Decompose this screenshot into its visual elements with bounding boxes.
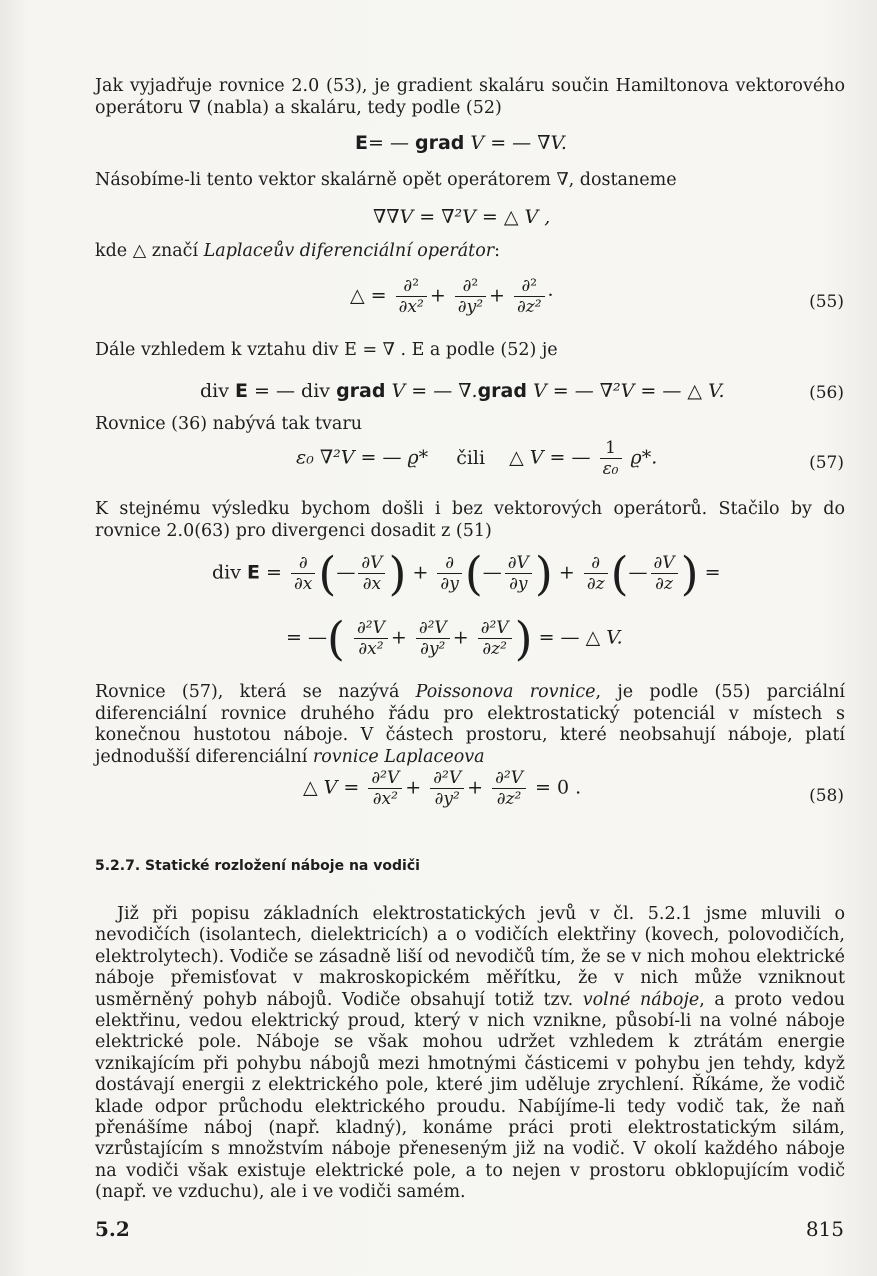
equation-divergence-row2: = —( $\frac{\text{∂²V}}{\text{∂x²}}$ + $\frac{\text{∂²V}}{\text{∂y²}}$ + $\frac{\text{∂²V}}{\text{∂z²}}$ ) = — △ V. — [286, 611, 623, 666]
equation-number-56: (56) — [809, 383, 844, 403]
chapter-number: 5.2 — [95, 1217, 130, 1241]
section-body-paragraph: Již při popisu základních elektrostatických jevů v čl. 5.2.1 jsme mluvili o nevodičích (isolantech, dielektricích) a o vodičích elektřiny (kovech, polovodičích, elektrolytech). Vodiče se zásadně liší od nevodičů tím, že se v nich mohou elektrické náboje přemisťovat v makroskopickém měřítku, že v nich může vzniknout usměrněný pohyb nábojů. Vodiče obsahují totiž tzv. volné náboje, a proto vedou elektřinu, vedou elektrický proud, který v nich vznikne, působí-li na volné náboje elektrické pole. Náboje se však mohou udržet vzhledem k ztrátám energie vznikajícím při pohybu nábojů mezi hmotnými částicemi v pohybu jen tehdy, když dostávají energii z elektrického pole, které jim uděluje zrychlení. Říkáme, že vodič klade odpor průchodu elektrického proudu. Nabíjíme-li tedy vodič tak, že naň přenášíme náboj (např. kladný), konáme práci proti elektrostatickým silám, vzrůstajícím s množstvím náboje přeneseným již na vodič. V okolí každého náboje na vodiči však existuje elektrické pole, a to nejen v prostoru obklopujícím vodič (např. ve vzduchu), ale i ve vodiči samém. — [95, 904, 846, 1203]
further-paragraph: Dále vzhledem k vztahu div E = ∇ . E a podle (52) je — [95, 340, 558, 360]
equation-56: div E = — div grad V = — ∇.grad V = — ∇²V = — △ V. — [200, 380, 725, 402]
equation-number-57: (57) — [809, 453, 844, 473]
where-paragraph: kde △ značí Laplaceův diferenciální operátor: — [95, 241, 501, 261]
equation-laplacian-identity: ∇∇V = ∇²V = △ V , — [373, 206, 551, 228]
equation-number-58: (58) — [809, 786, 844, 806]
equation-57: ε₀ ∇²V = — ϱ* čili △ V = — $\frac{1}{\text{ε₀}}$ ϱ*. — [296, 438, 658, 479]
poisson-paragraph: Rovnice (57), která se nazývá Poissonova rovnice, je podle (55) parciální diferenciální rovnice druhého řádu pro elektrostatický potenciál v místech s konečnou hustotou náboje. V částech prostoru, které neobsahují náboje, platí jednodušší diferenciální rovnice Laplaceova — [95, 682, 845, 767]
equation-gradient: E= — grad V = — ∇V. — [355, 132, 567, 154]
equation36-paragraph: Rovnice (36) nabývá tak tvaru — [95, 414, 362, 434]
page-number: 815 — [805, 1217, 844, 1241]
section-heading: 5.2.7. Statické rozložení náboje na vodiči — [95, 858, 420, 874]
multiply-paragraph: Násobíme-li tento vektor skalárně opět operátorem ∇, dostaneme — [95, 170, 677, 190]
equation-number-55: (55) — [809, 292, 844, 312]
equation-divergence-row1: div E = $\frac{\partial}{\partial x}$ (— $\frac{\partial V}{\partial x}$ ) + $\frac{\partial}{\partial y}$ (— $\frac{\partial V}{\partial y}$ ) + $\frac{\partial}{\partial z}$ (— $\frac{\partial V}{\partial z}$ ) = — [212, 546, 721, 601]
equation-58: △ V = $\frac{\text{∂²V}}{\text{∂x²}}$ + $\frac{\text{∂²V}}{\text{∂y²}}$ + $\frac{\text{∂²V}}{\text{∂z²}}$ = 0 . — [303, 768, 582, 809]
same-result-paragraph: K stejnému výsledku bychom došli i bez vektorových operátorů. Stačilo by do rovnice 2.0(63) pro divergenci dosadit z (51) — [95, 499, 845, 541]
equation-55: △ = $\frac{\text{∂²}}{\text{∂x²}}$ + $\frac{\text{∂²}}{\text{∂y²}}$ + $\frac{\text{∂²}}{\text{∂z²}}$ · — [350, 276, 554, 317]
intro-paragraph: Jak vyjadřuje rovnice 2.0 (53), je gradient skaláru součin Hamiltonova vektorového operátoru ∇ (nabla) a skaláru, tedy podle (52) — [95, 76, 845, 118]
